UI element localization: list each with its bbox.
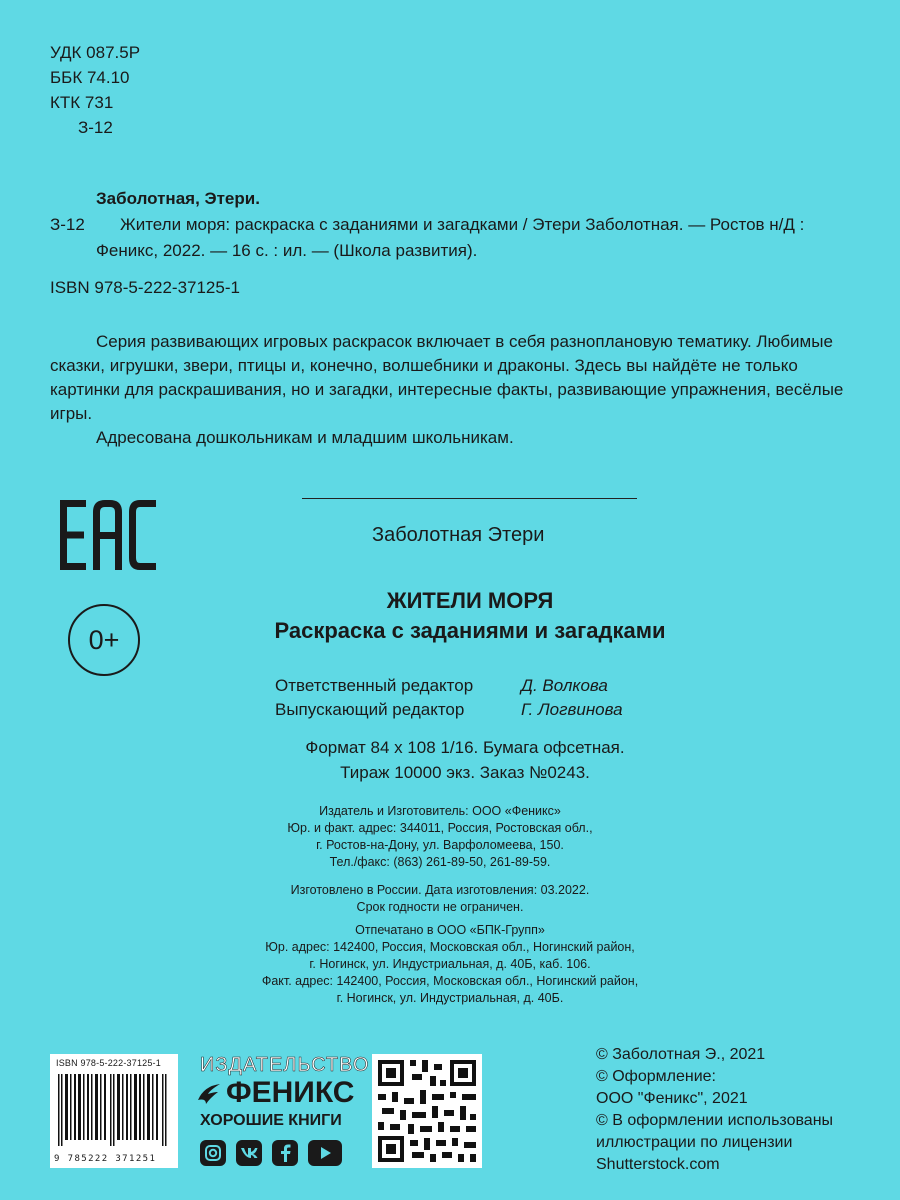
age-rating-badge: 0+	[68, 604, 140, 676]
editor-name: Д. Волкова	[521, 676, 608, 695]
printer-line: Отпечатано в ООО «БПК-Групп»	[355, 923, 545, 937]
book-subtitle: Раскраска с заданиями и загадками	[274, 618, 666, 643]
annotation-paragraph: Серия развивающих игровых раскрасок включает в себя разноплановую тематику. Любимые сказки, игрушки, звери, птицы и, конечно, волшебники и драконы. Здесь вы найдёте не только картинки для раскрашивания, но и загадки, интересные факты, развивающие упражнения, весёлые игры.	[50, 332, 844, 423]
social-links	[200, 1140, 342, 1166]
format-info	[0, 735, 900, 785]
editor-role: Выпускающий редактор	[275, 700, 465, 719]
bbk-code: ББК 74.10	[50, 68, 130, 87]
printer-line: Юр. адрес: 142400, Россия, Московская обл., Ногинский район,	[265, 940, 635, 954]
barcode-icon	[56, 1074, 172, 1146]
qr-code-icon	[372, 1054, 482, 1168]
publisher-logo	[196, 1076, 354, 1110]
annotation-paragraph: Адресована дошкольникам и младшим школьникам.	[96, 428, 514, 447]
ktk-code: КТК 731	[50, 93, 114, 112]
copyright-line: © Оформление:	[596, 1068, 716, 1085]
manufacture-line: Срок годности не ограничен.	[356, 900, 524, 914]
annotation	[50, 330, 865, 450]
barcode-digits: 9 785222 371251	[54, 1154, 157, 1164]
book-title: ЖИТЕЛИ МОРЯ	[386, 588, 554, 613]
printer-info	[0, 922, 900, 1007]
bibliographic-record	[50, 186, 870, 264]
biblio-line2: Феникс, 2022. — 16 с. : ил. — (Школа развития).	[96, 241, 478, 260]
publisher-line: Тел./факс: (863) 261-89-50, 261-89-59.	[329, 855, 551, 869]
publisher-line: г. Ростов-на-Дону, ул. Варфоломеева, 150.	[316, 838, 564, 852]
copyright-line: © Заболотная Э., 2021	[596, 1046, 766, 1063]
youtube-icon[interactable]	[308, 1140, 342, 1166]
publisher-logo-label: ИЗДАТЕЛЬСТВО	[200, 1054, 370, 1076]
classification-codes	[50, 40, 140, 140]
biblio-author: Заболотная, Этери.	[96, 189, 260, 208]
udk-code: УДК 087.5Р	[50, 43, 141, 62]
copyright-line: иллюстрации по лицензии	[596, 1134, 793, 1151]
copyright-line: Shutterstock.com	[596, 1156, 720, 1173]
manufacture-line: Изготовлено в России. Дата изготовления: 03.2022.	[290, 883, 590, 897]
copyright-block	[596, 1044, 833, 1176]
qr-code[interactable]	[372, 1054, 482, 1168]
publisher-line: Юр. и факт. адрес: 344011, Россия, Ростовская обл.,	[287, 821, 593, 835]
format-line: Формат 84 x 108 1/16. Бумага офсетная.	[305, 738, 625, 757]
biblio-code: З-12	[50, 215, 85, 234]
biblio-line1: Жители моря: раскраска с заданиями и загадками / Этери Заболотная. — Ростов н/Д :	[120, 215, 805, 234]
printer-line: Факт. адрес: 142400, Россия, Московская обл., Ногинский район,	[261, 974, 639, 988]
publisher-slogan: ХОРОШИЕ КНИГИ	[200, 1112, 342, 1129]
author-name: Заболотная Этери	[372, 524, 545, 546]
facebook-icon[interactable]	[272, 1140, 298, 1166]
instagram-icon[interactable]	[200, 1140, 226, 1166]
editors	[275, 674, 623, 722]
copyright-line: © В оформлении использованы	[596, 1112, 834, 1129]
editor-name: Г. Логвинова	[521, 700, 623, 719]
copyright-line: ООО "Феникс", 2021	[596, 1090, 748, 1107]
vk-icon[interactable]	[236, 1140, 262, 1166]
circulation-line: Тираж 10000 экз. Заказ №0243.	[340, 763, 590, 782]
book-title-block	[0, 586, 900, 646]
publisher-info	[0, 803, 880, 871]
publisher-logo-name: ФЕНИКС	[226, 1076, 355, 1109]
divider	[302, 498, 637, 499]
author-mark: З-12	[78, 118, 113, 137]
printer-line: г. Ногинск, ул. Индустриальная, д. 40Б.	[336, 991, 564, 1005]
editor-role: Ответственный редактор	[275, 676, 474, 695]
phoenix-logo-icon	[196, 1080, 222, 1106]
eac-mark-icon	[60, 500, 156, 570]
printer-line: г. Ногинск, ул. Индустриальная, д. 40Б, каб. 106.	[309, 957, 591, 971]
barcode-isbn: ISBN 978-5-222-37125-1	[56, 1058, 161, 1068]
isbn: ISBN 978-5-222-37125-1	[50, 278, 240, 297]
manufacture-info	[0, 882, 880, 916]
isbn-barcode	[50, 1054, 178, 1168]
publisher-line: Издатель и Изготовитель: ООО «Феникс»	[319, 804, 561, 818]
